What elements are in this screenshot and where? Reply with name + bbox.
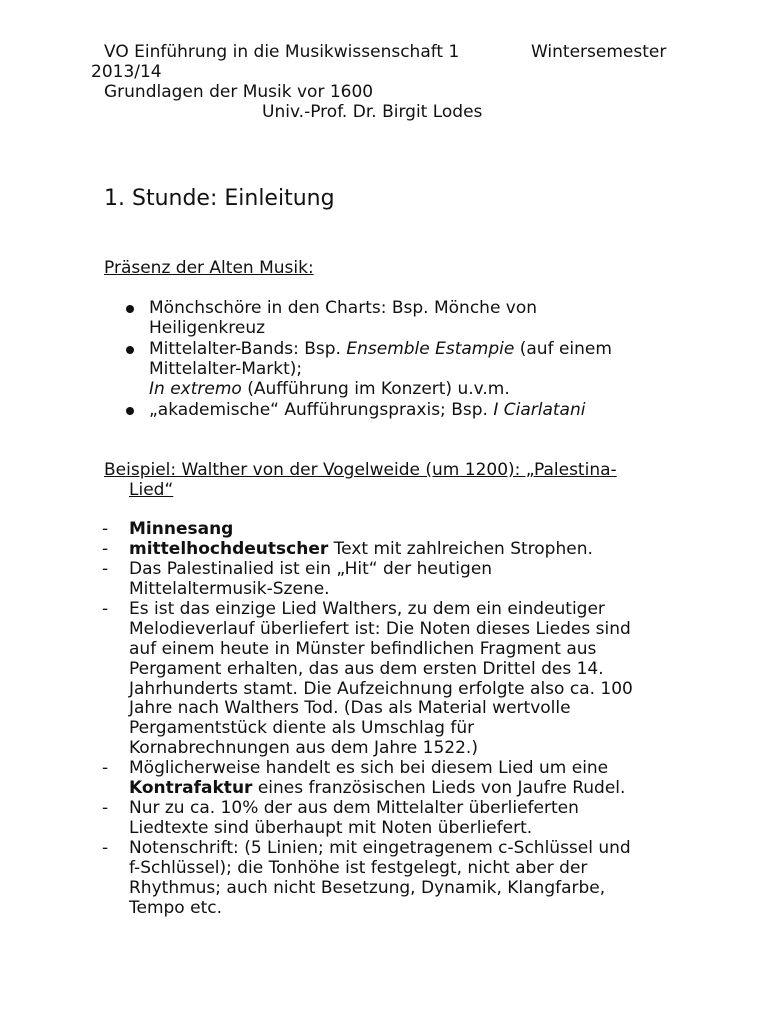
- dash-marker: -: [102, 539, 109, 559]
- lesson-title: 1. Stunde: Einleitung: [104, 186, 335, 211]
- dash-item-einzig-line6: Jahre nach Walthers Tod. (Das als Material wertvolle: [129, 698, 571, 718]
- dash-marker: -: [102, 559, 109, 579]
- course-subtitle: Grundlagen der Musik vor 1600: [104, 82, 374, 102]
- bullet-dot: [126, 346, 134, 354]
- dash-item-einzig-line8: Kornabrechnungen aus dem Jahre 1522.): [129, 738, 478, 758]
- dash-item-einzig-line2: Melodieverlauf überliefert ist: Die Noten dieses Liedes sind: [129, 619, 631, 639]
- bullet-item-1-line1: Mönchschöre in den Charts: Bsp. Mönche von: [149, 298, 538, 318]
- bullet-dot: [126, 305, 134, 313]
- dash-item-einzig-line7: Pergamentstück diente als Umschlag für: [129, 718, 475, 738]
- dash-item-kontra-line2: Kontrafaktur eines französischen Lieds von Jaufre Rudel.: [129, 778, 626, 798]
- bullet-item-2-line3: In extremo (Aufführung im Konzert) u.v.m.: [149, 379, 510, 399]
- dash-marker: -: [102, 758, 109, 778]
- bullet-dot: [126, 407, 134, 415]
- dash-item-einzig-line1: Es ist das einzige Lied Walthers, zu dem ein eindeutiger: [129, 599, 605, 619]
- semester-label: Wintersemester: [531, 42, 667, 62]
- dash-item-hit-line1: Das Palestinalied ist ein „Hit“ der heutigen: [129, 559, 493, 579]
- dash-marker: -: [102, 599, 109, 619]
- bullet-item-2-line2: Mittelalter-Markt);: [149, 359, 303, 379]
- dash-marker: -: [102, 519, 109, 539]
- dash-item-mhd: mittelhochdeutscher Text mit zahlreichen Strophen.: [129, 539, 593, 559]
- dash-item-prozent-line2: Liedtexte sind überhaupt mit Noten überliefert.: [129, 818, 533, 838]
- dash-item-noten-line4: Tempo etc.: [129, 898, 222, 918]
- dash-item-noten-line1: Notenschrift: (5 Linien; mit eingetragenem c-Schlüssel und: [129, 838, 631, 858]
- course-title: VO Einführung in die Musikwissenschaft 1: [104, 42, 460, 62]
- bullet-item-1-line2: Heiligenkreuz: [149, 318, 266, 338]
- dash-marker: -: [102, 798, 109, 818]
- dash-marker: -: [102, 838, 109, 858]
- section-heading-beispiel-line2: Lied“: [129, 480, 174, 500]
- dash-item-hit-line2: Mittelaltermusik-Szene.: [129, 579, 330, 599]
- dash-item-minnesang: Minnesang: [129, 519, 234, 539]
- professor-name: Univ.-Prof. Dr. Birgit Lodes: [262, 102, 483, 122]
- dash-item-einzig-line5: Jahrhunderts stamt. Die Aufzeichnung erfolgte also ca. 100: [129, 679, 633, 699]
- section-heading-praesenz: Präsenz der Alten Musik:: [104, 258, 314, 278]
- dash-item-kontra-line1: Möglicherweise handelt es sich bei diesem Lied um eine: [129, 758, 609, 778]
- section-heading-beispiel-line1: Beispiel: Walther von der Vogelweide (um 1200): „Palestina-: [104, 460, 617, 480]
- dash-item-einzig-line4: Pergament erhalten, das aus dem ersten Drittel des 14.: [129, 659, 604, 679]
- dash-item-noten-line2: f-Schlüssel); die Tonhöhe ist festgelegt, nicht aber der: [129, 858, 588, 878]
- bullet-item-2-line1: Mittelalter-Bands: Bsp. Ensemble Estampie (auf einem: [149, 339, 612, 359]
- semester-year: 2013/14: [91, 62, 162, 82]
- bullet-item-3-line1: „akademische“ Aufführungspraxis; Bsp. I Ciarlatani: [149, 400, 586, 420]
- dash-item-einzig-line3: auf einem heute in Münster befindlichen Fragment aus: [129, 639, 597, 659]
- dash-item-noten-line3: Rhythmus; auch nicht Besetzung, Dynamik, Klangfarbe,: [129, 878, 606, 898]
- dash-item-prozent-line1: Nur zu ca. 10% der aus dem Mittelalter überlieferten: [129, 798, 579, 818]
